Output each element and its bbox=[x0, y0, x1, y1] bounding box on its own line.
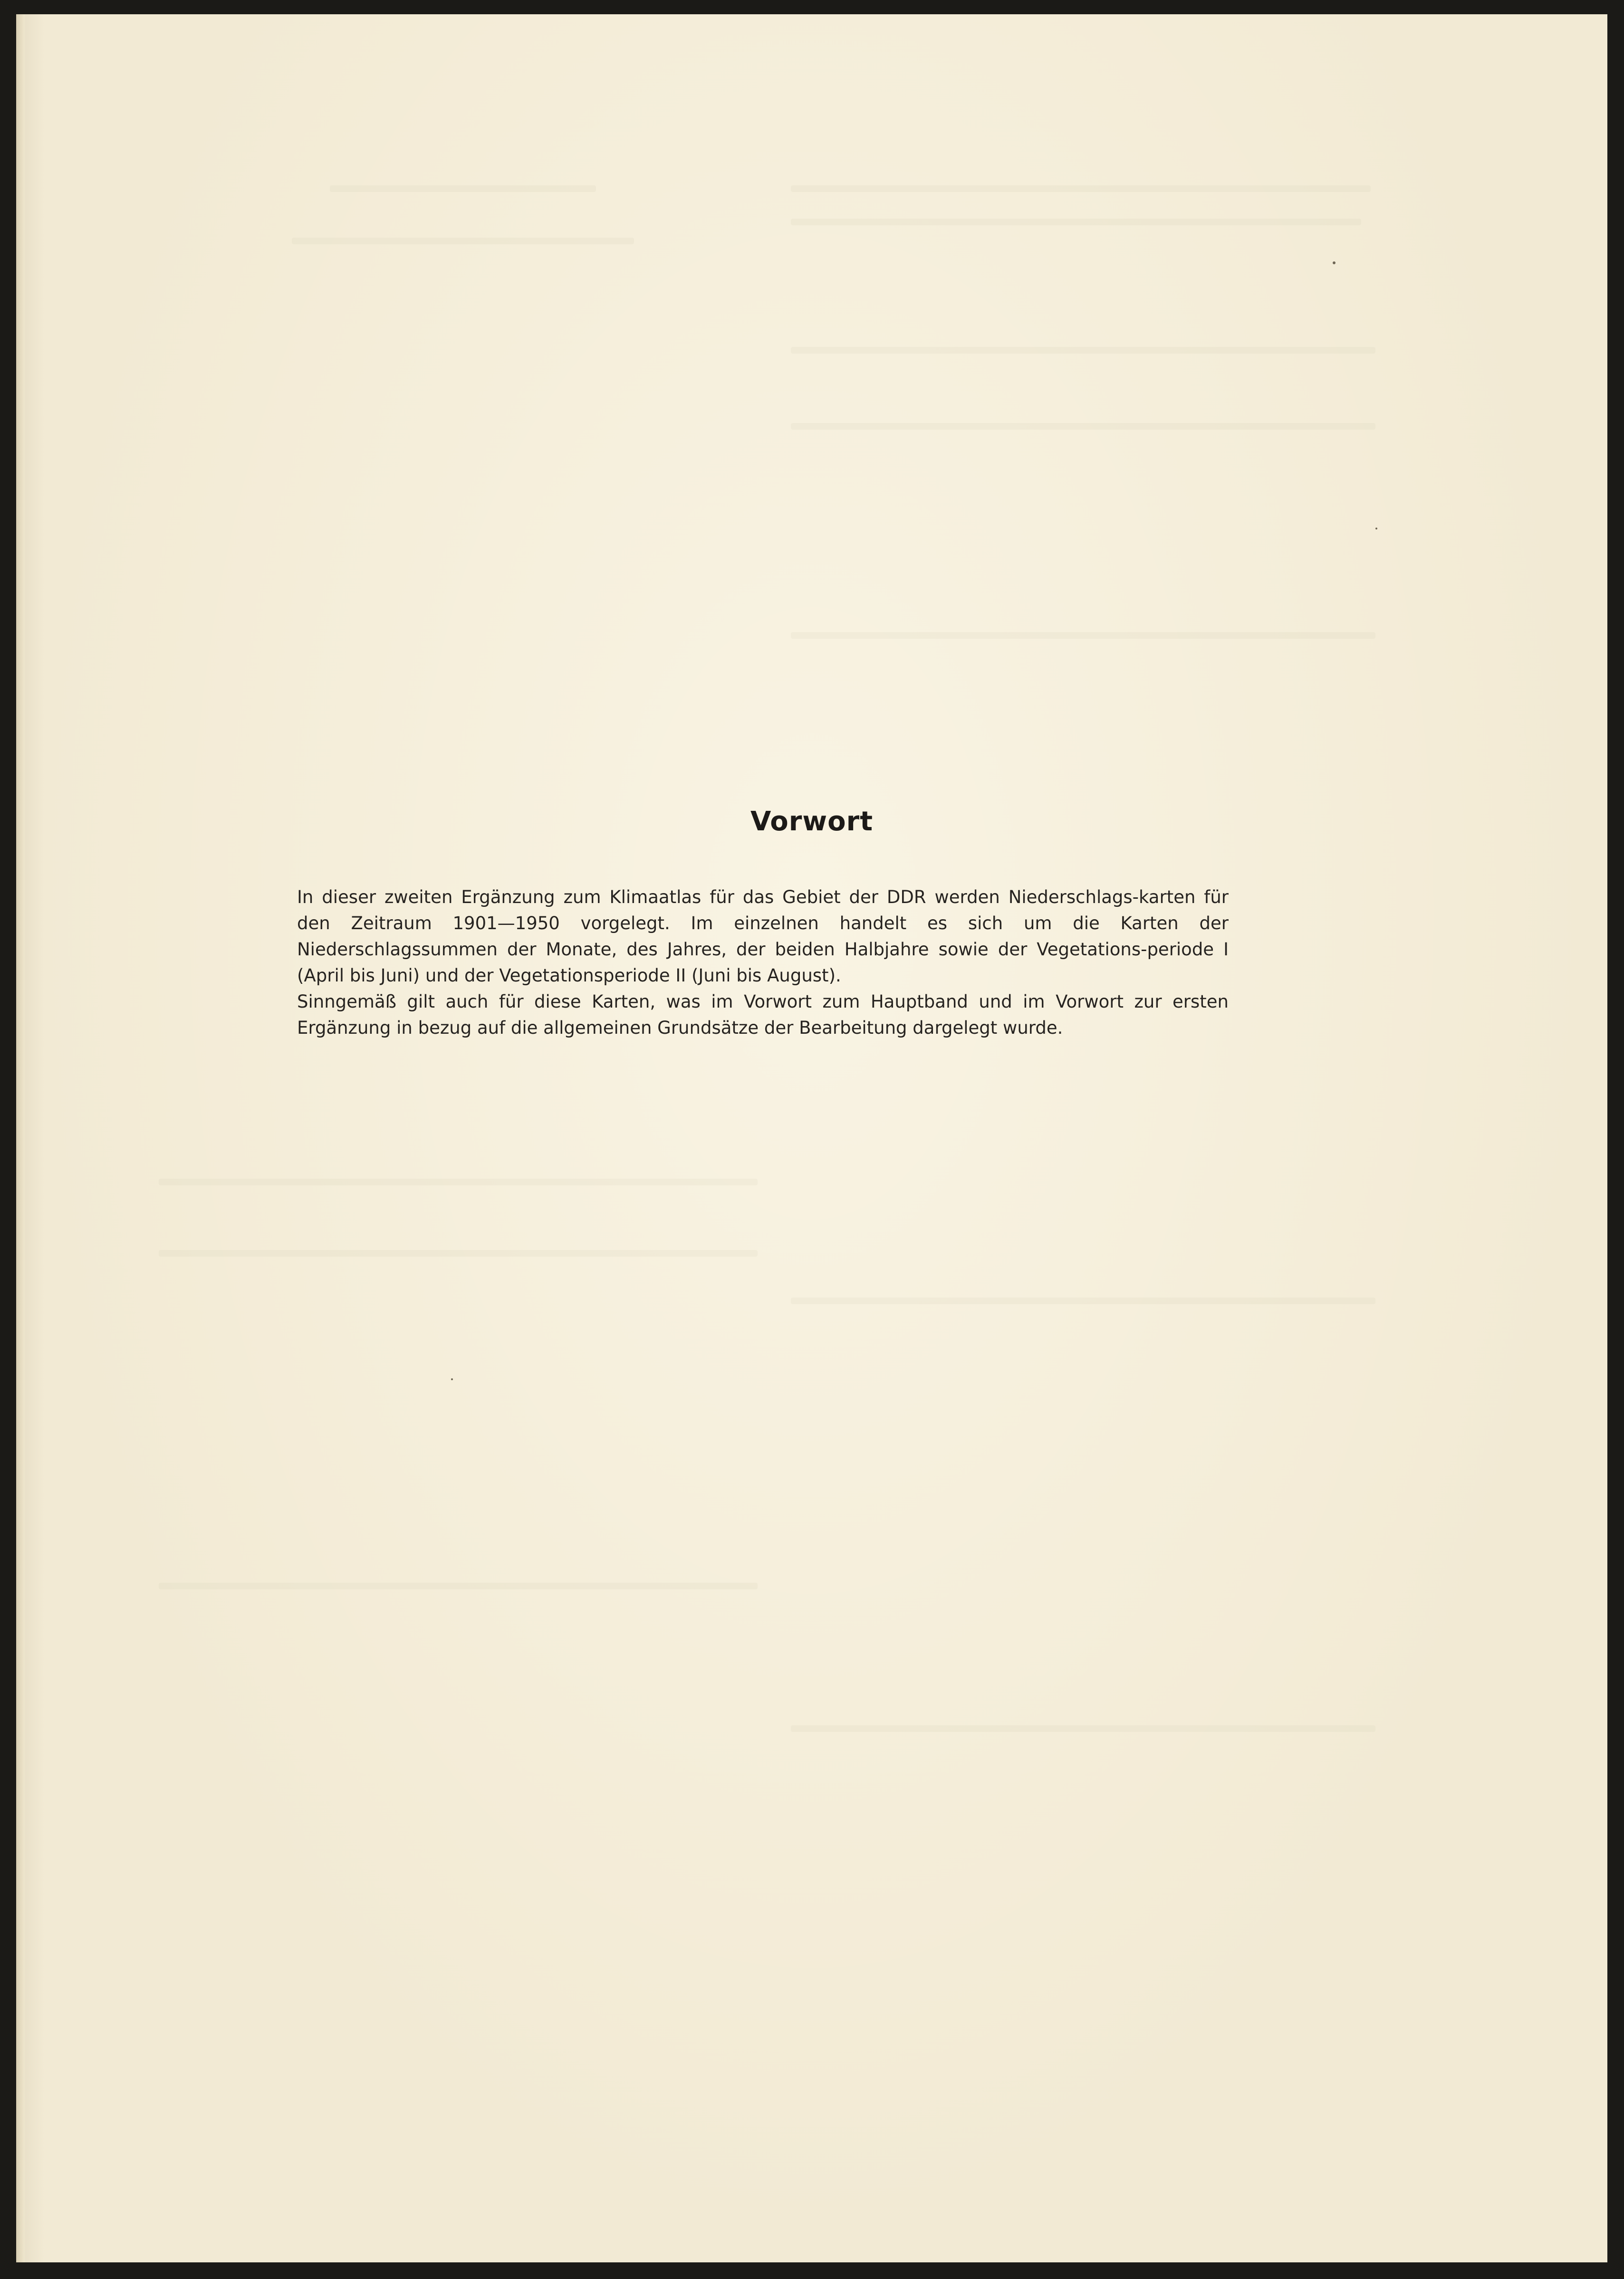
paragraph: In dieser zweiten Ergänzung zum Klimaatlas für das Gebiet der DDR werden Niederschlags-karten für den Zeitraum 1901—1950 vorgelegt. Im einzelnen handelt es sich um die Karten der Niederschlagssummen der Monate, des Jahres, der beiden Halbjahre sowie der Vegetations-periode I (April bis Juni) und der Vegetationsperiode II (Juni bis August). bbox=[297, 887, 1229, 986]
paper-sheet bbox=[16, 14, 1607, 2262]
paper-speck bbox=[451, 1378, 453, 1380]
bleed-through-line bbox=[791, 632, 1375, 639]
bleed-through-line bbox=[791, 219, 1361, 225]
bleed-through-line bbox=[330, 185, 596, 192]
paper-speck bbox=[1333, 261, 1336, 264]
page-title: Vorwort bbox=[750, 806, 873, 837]
bleed-through-line bbox=[159, 1583, 758, 1589]
bleed-through-line bbox=[791, 185, 1371, 192]
bleed-through-line bbox=[159, 1179, 758, 1185]
bleed-through-line bbox=[791, 423, 1375, 430]
bleed-through-line bbox=[791, 1725, 1375, 1732]
paper-speck bbox=[1375, 528, 1377, 529]
bleed-through-line bbox=[791, 1298, 1375, 1304]
bleed-through-line bbox=[292, 238, 634, 244]
paragraph: Sinngemäß gilt auch für diese Karten, was im Vorwort zum Hauptband und im Vorwort zur ersten Ergänzung in bezug auf die allgemeinen Grundsätze der Bearbeitung dargelegt wurde. bbox=[297, 991, 1229, 1038]
preface-body bbox=[297, 884, 1229, 1041]
page-fold-edge bbox=[16, 14, 25, 2262]
bleed-through-line bbox=[791, 347, 1375, 354]
bleed-through-line bbox=[159, 1250, 758, 1257]
